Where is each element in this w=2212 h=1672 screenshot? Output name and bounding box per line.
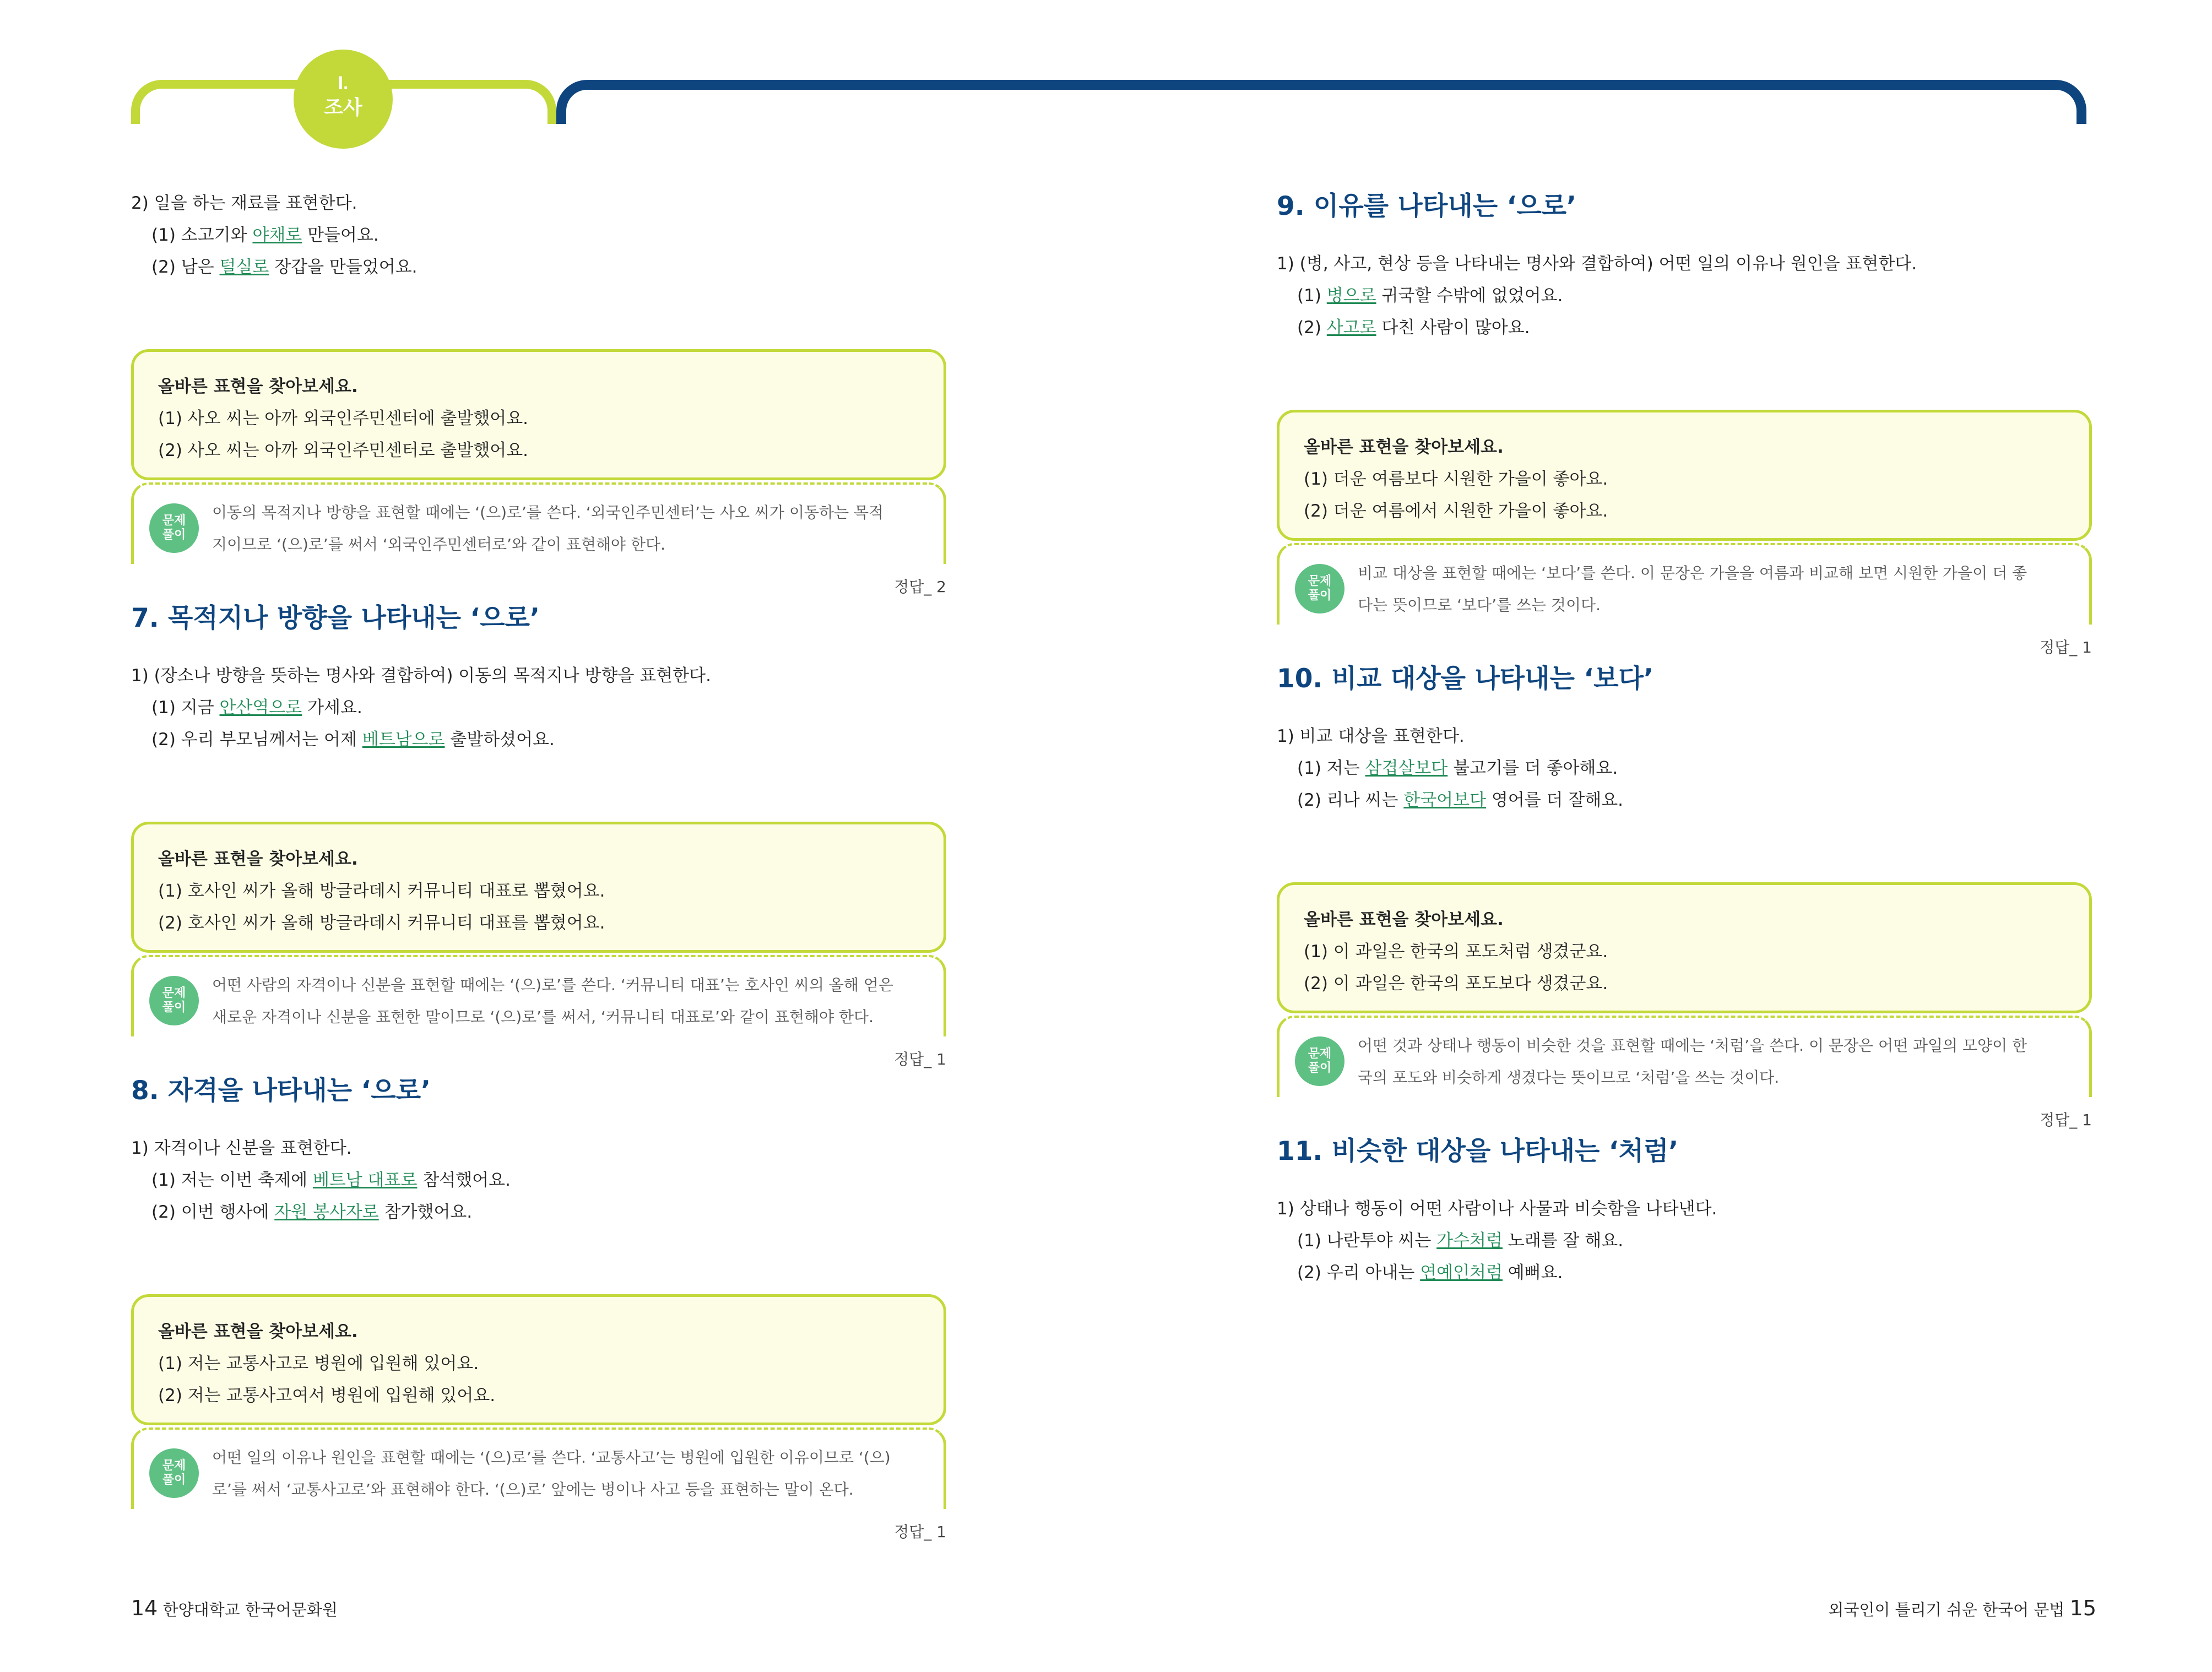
quiz-title: 올바른 표현을 찾아보세요. xyxy=(1304,437,1504,457)
highlighted-word: 삼겹살보다 xyxy=(1365,758,1448,778)
section-heading: 11. 비슷한 대상을 나타내는 ‘처럼’ xyxy=(1277,1136,1679,1166)
right-footer xyxy=(1828,1594,2096,1624)
rule-line: 1) 상태나 행동이 어떤 사람이나 사물과 비슷함을 나타낸다. xyxy=(1277,1199,1717,1219)
quiz-option: (1) 사오 씨는 아까 외국인주민센터에 출발했어요. xyxy=(158,409,529,428)
example-line: (2) 남은 털실로 장갑을 만들었어요. xyxy=(151,257,418,277)
answer-label: 정답_ 2 xyxy=(894,578,946,596)
quiz-block xyxy=(131,822,946,1071)
explanation-text: 어떤 사람의 자격이나 신분을 표현할 때에는 ‘(으)로’를 쓴다. ‘커뮤니티 대표’는 호사인 씨의 올해 얻은 xyxy=(212,976,893,994)
left-footer xyxy=(131,1594,338,1624)
example-line: (2) 이번 행사에 자원 봉사자로 참가했어요. xyxy=(151,1202,473,1222)
explanation-badge: 문제 풀이 xyxy=(149,1448,199,1498)
explanation-text: 로’를 써서 ‘교통사고로’와 표현해야 한다. ‘(으)로’ 앞에는 병이나 사고 등을 표현하는 말이 온다. xyxy=(212,1480,854,1499)
quiz-box xyxy=(131,1294,946,1425)
explanation-badge: 문제 풀이 xyxy=(1295,1036,1344,1086)
section-heading: 9. 이유를 나타내는 ‘으로’ xyxy=(1277,191,1576,221)
highlighted-word: 야채로 xyxy=(252,225,302,245)
highlighted-word: 베트남으로 xyxy=(362,730,445,750)
quiz-box xyxy=(131,349,946,480)
section-heading: 8. 자격을 나타내는 ‘으로’ xyxy=(131,1076,431,1106)
footer-text: 외국인이 틀리기 쉬운 한국어 문법 xyxy=(1828,1600,2065,1619)
example-line: (2) 사고로 다친 사람이 많아요. xyxy=(1297,318,1530,338)
quiz-option: (2) 저는 교통사고여서 병원에 입원해 있어요. xyxy=(158,1386,496,1405)
quiz-title: 올바른 표현을 찾아보세요. xyxy=(158,377,358,397)
chapter-badge xyxy=(294,50,393,149)
highlighted-word: 연예인처럼 xyxy=(1420,1263,1503,1283)
example-line: (1) 병으로 귀국할 수밖에 없었어요. xyxy=(1297,286,1563,306)
explanation-box xyxy=(131,955,946,1036)
answer-label: 정답_ 1 xyxy=(2040,1111,2092,1129)
chapter-name: 조사 xyxy=(324,96,362,118)
chapter-number: I. xyxy=(338,73,349,94)
page-number: 15 xyxy=(2069,1596,2096,1620)
example-line: (2) 우리 부모님께서는 어제 베트남으로 출발하셨어요. xyxy=(151,730,555,750)
quiz-option: (2) 사오 씨는 아까 외국인주민센터로 출발했어요. xyxy=(158,441,529,460)
explanation-text: 어떤 일의 이유나 원인을 표현할 때에는 ‘(으)로’를 쓴다. ‘교통사고’는 병원에 입원한 이유이므로 ‘(으) xyxy=(212,1448,891,1467)
explanation-box xyxy=(1277,543,2092,625)
explanation-text: 새로운 자격이나 신분을 표현한 말이므로 ‘(으)로’를 써서, ‘커뮤니티 대표로’와 같이 표현해야 한다. xyxy=(212,1008,874,1026)
explanation-text: 국의 포도와 비슷하게 생겼다는 뜻이므로 ‘처럼’을 쓰는 것이다. xyxy=(1358,1068,1780,1087)
quiz-title: 올바른 표현을 찾아보세요. xyxy=(1304,910,1504,930)
answer-label: 정답_ 1 xyxy=(894,1050,946,1068)
explanation-text: 어떤 것과 상태나 행동이 비슷한 것을 표현할 때에는 ‘처럼’을 쓴다. 이 문장은 어떤 과일의 모양이 한 xyxy=(1358,1036,2027,1055)
quiz-option: (1) 이 과일은 한국의 포도처럼 생겼군요. xyxy=(1304,942,1608,962)
rule-line: 1) 비교 대상을 표현한다. xyxy=(1277,726,1465,746)
quiz-block xyxy=(131,349,946,598)
section-header-bar xyxy=(556,80,2086,124)
intro-line: 2) 일을 하는 재료를 표현한다. xyxy=(131,193,357,213)
explanation-text: 다는 뜻이므로 ‘보다’를 쓰는 것이다. xyxy=(1358,596,1601,614)
example-line: (1) 저는 삼겹살보다 불고기를 더 좋아해요. xyxy=(1297,758,1618,778)
right-column xyxy=(1277,187,2092,1289)
quiz-box xyxy=(131,822,946,953)
explanation-badge: 문제 풀이 xyxy=(149,503,199,553)
example-line: (2) 우리 아내는 연예인처럼 예뻐요. xyxy=(1297,1263,1563,1283)
quiz-option: (2) 더운 여름에서 시원한 가을이 좋아요. xyxy=(1304,501,1608,521)
example-line: (1) 소고기와 야채로 만들어요. xyxy=(151,225,379,245)
quiz-block xyxy=(1277,410,2092,659)
explanation-badge: 문제 풀이 xyxy=(149,976,199,1025)
explanation-badge: 문제 풀이 xyxy=(1295,564,1344,614)
highlighted-word: 한국어보다 xyxy=(1403,790,1486,810)
example-line: (1) 나란투야 씨는 가수처럼 노래를 잘 해요. xyxy=(1297,1231,1624,1251)
rule-line: 1) 자격이나 신분을 표현한다. xyxy=(131,1138,352,1158)
quiz-block xyxy=(1277,882,2092,1131)
quiz-block xyxy=(131,1294,946,1543)
explanation-text: 지이므로 ‘(으)로’를 써서 ‘외국인주민센터로’와 같이 표현해야 한다. xyxy=(212,535,666,553)
highlighted-word: 가수처럼 xyxy=(1436,1231,1503,1251)
quiz-option: (2) 호사인 씨가 올해 방글라데시 커뮤니티 대표를 뽑혔어요. xyxy=(158,913,605,933)
footer-text: 한양대학교 한국어문화원 xyxy=(162,1600,338,1619)
example-line: (1) 지금 안산역으로 가세요. xyxy=(151,698,362,718)
quiz-title: 올바른 표현을 찾아보세요. xyxy=(158,1322,358,1342)
highlighted-word: 자원 봉사자로 xyxy=(274,1202,379,1222)
quiz-title: 올바른 표현을 찾아보세요. xyxy=(158,849,358,869)
highlighted-word: 사고로 xyxy=(1326,318,1376,338)
quiz-box xyxy=(1277,882,2092,1013)
rule-line: 1) (병, 사고, 현상 등을 나타내는 명사와 결합하여) 어떤 일의 이유나 원인을 표현한다. xyxy=(1277,254,1917,274)
example-line: (2) 리나 씨는 한국어보다 영어를 더 잘해요. xyxy=(1297,790,1624,810)
highlighted-word: 베트남 대표로 xyxy=(312,1170,418,1190)
quiz-option: (1) 더운 여름보다 시원한 가을이 좋아요. xyxy=(1304,469,1608,489)
example-line: (1) 저는 이번 축제에 베트남 대표로 참석했어요. xyxy=(151,1170,511,1190)
quiz-box xyxy=(1277,410,2092,541)
explanation-box xyxy=(1277,1016,2092,1097)
explanation-text: 비교 대상을 표현할 때에는 ‘보다’를 쓴다. 이 문장은 가을을 여름과 비교해 보면 시원한 가을이 더 좋 xyxy=(1358,564,2027,582)
rule-line: 1) (장소나 방향을 뜻하는 명사와 결합하여) 이동의 목적지나 방향을 표현한다. xyxy=(131,666,711,686)
explanation-box xyxy=(131,482,946,564)
left-column xyxy=(131,187,946,1543)
section-heading: 10. 비교 대상을 나타내는 ‘보다’ xyxy=(1277,664,1653,694)
quiz-option: (1) 호사인 씨가 올해 방글라데시 커뮤니티 대표로 뽑혔어요. xyxy=(158,881,605,901)
answer-label: 정답_ 1 xyxy=(894,1523,946,1541)
highlighted-word: 털실로 xyxy=(219,257,269,277)
quiz-option: (2) 이 과일은 한국의 포도보다 생겼군요. xyxy=(1304,974,1608,994)
quiz-option: (1) 저는 교통사고로 병원에 입원해 있어요. xyxy=(158,1354,479,1374)
explanation-box xyxy=(131,1427,946,1509)
answer-label: 정답_ 1 xyxy=(2040,638,2092,656)
highlighted-word: 병으로 xyxy=(1326,286,1376,306)
page-number: 14 xyxy=(131,1596,158,1620)
section-heading: 7. 목적지나 방향을 나타내는 ‘으로’ xyxy=(131,603,540,633)
highlighted-word: 안산역으로 xyxy=(219,698,302,718)
explanation-text: 이동의 목적지나 방향을 표현할 때에는 ‘(으)로’를 쓴다. ‘외국인주민센터’는 사오 씨가 이동하는 목적 xyxy=(212,503,884,522)
